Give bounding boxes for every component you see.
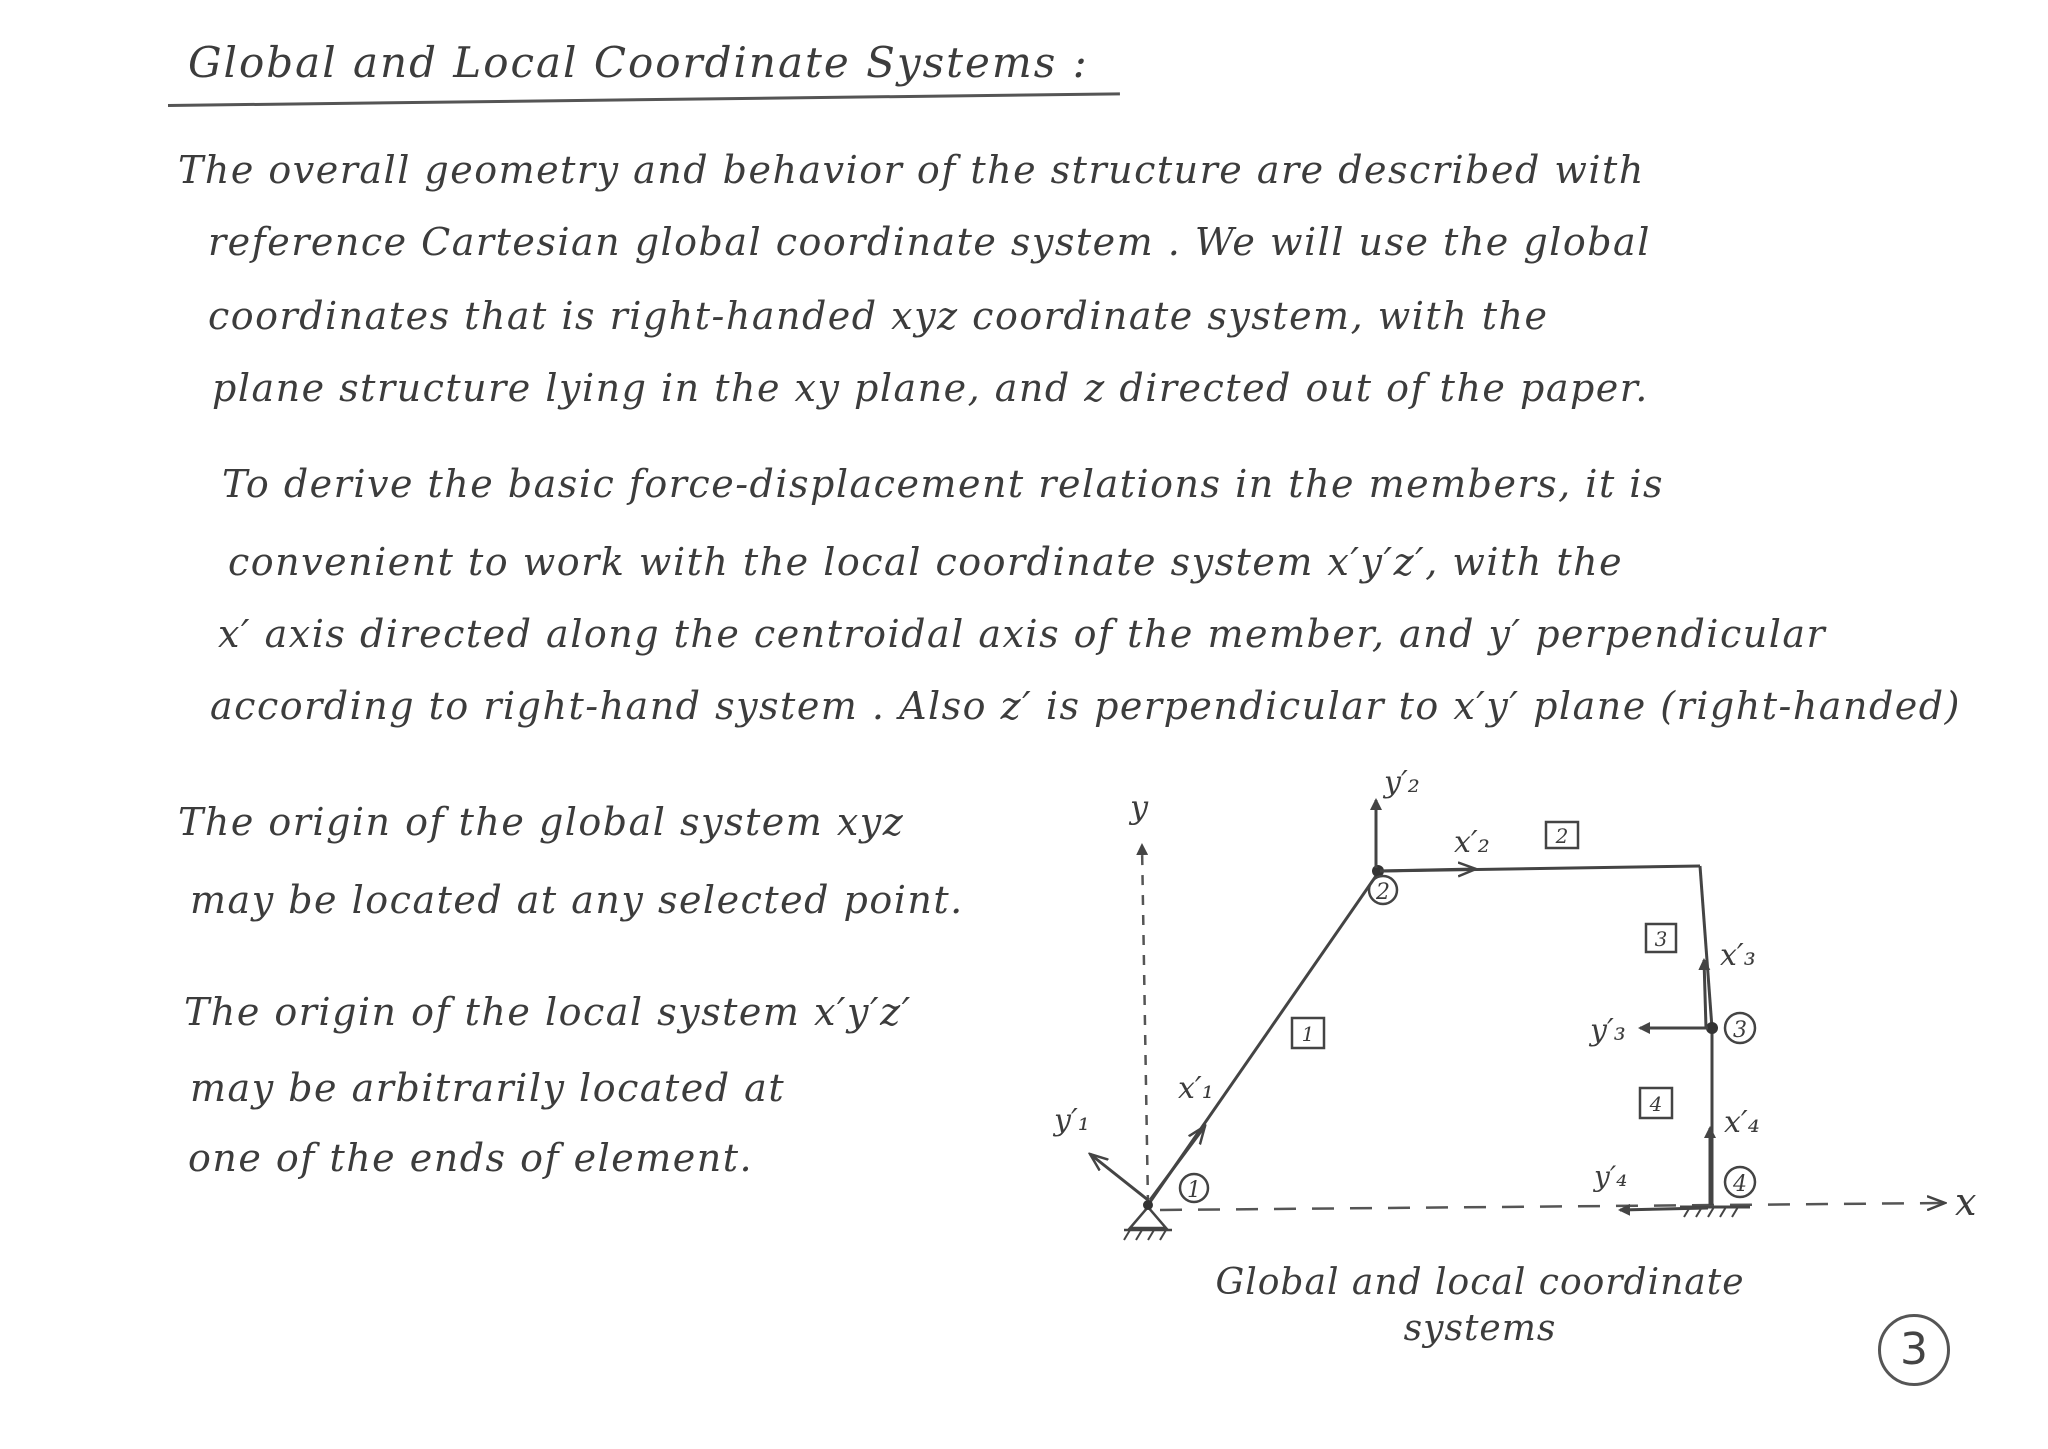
paragraph1-line: coordinates that is right-handed xyz coordinate system, with the <box>208 294 1549 338</box>
element-4-label: 4 <box>1649 1092 1663 1116</box>
local-y4-label: y′₄ <box>1594 1160 1628 1193</box>
paragraph2-line: according to right-hand system . Also z′ is perpendicular to x′y′ plane (right-handed) <box>210 684 1961 728</box>
element-2-label: 2 <box>1555 824 1569 848</box>
local-y1-arrow <box>1090 1154 1148 1200</box>
global-x-label: x <box>1955 1180 1977 1224</box>
paragraph1-line: The overall geometry and behavior of the structure are described with <box>178 148 1645 192</box>
local-x4-label: x′₄ <box>1724 1105 1760 1140</box>
local-x3-label: x′₃ <box>1720 938 1756 973</box>
local-y1-label: y′₁ <box>1054 1103 1090 1138</box>
node-3-label: 3 <box>1733 1018 1747 1043</box>
global-x-axis <box>1160 1203 1945 1210</box>
paragraph2-line: x′ axis directed along the centroidal axis of the member, and y′ perpendicular <box>218 612 1827 656</box>
diagram-caption-line2: systems <box>1403 1308 1557 1349</box>
side-note-line: may be located at any selected point. <box>190 878 964 922</box>
page-title: Global and Local Coordinate Systems : <box>188 38 1089 87</box>
local-y2-label: y′₂ <box>1384 765 1420 800</box>
node-4-label: 4 <box>1733 1172 1747 1197</box>
page-number: 3 <box>1878 1314 1950 1386</box>
global-y-label: y <box>1130 788 1149 826</box>
local-y4-arrow <box>1620 1208 1708 1210</box>
element-3-label: 3 <box>1654 927 1668 951</box>
local-x2-label: x′₂ <box>1454 825 1490 860</box>
side-note-line: The origin of the local system x′y′z′ <box>184 990 912 1034</box>
paragraph1-line: plane structure lying in the xy plane, and z directed out of the paper. <box>212 366 1649 410</box>
local-y3-label: y′₃ <box>1590 1013 1626 1048</box>
side-note-line: may be arbitrarily located at <box>190 1066 786 1110</box>
paragraph2-line: convenient to work with the local coordinate system x′y′z′, with the <box>228 540 1624 584</box>
global-y-axis <box>1142 845 1148 1205</box>
paragraph2-line: To derive the basic force-displacement relations in the members, it is <box>222 462 1664 506</box>
node-2-label: 2 <box>1376 880 1390 905</box>
local-x2-arrow <box>1380 869 1476 871</box>
local-x3-arrow <box>1704 960 1706 1028</box>
node-1-label: 1 <box>1187 1178 1201 1203</box>
node-dot <box>1143 1200 1153 1210</box>
paragraph1-line: reference Cartesian global coordinate system . We will use the global <box>208 220 1651 264</box>
side-note-line: The origin of the global system xyz <box>178 800 905 844</box>
local-x1-label: x′₁ <box>1178 1071 1214 1106</box>
element-1-label: 1 <box>1301 1022 1315 1046</box>
side-note-line: one of the ends of element. <box>188 1136 754 1180</box>
diagram-caption-line1: Global and local coordinate <box>1215 1262 1745 1303</box>
